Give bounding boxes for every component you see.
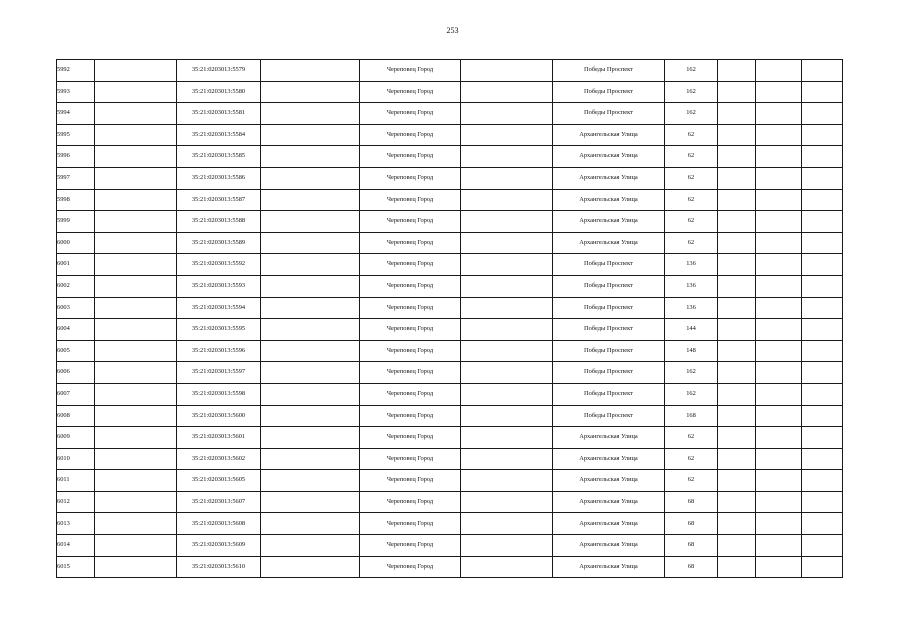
- cadastral-number-cell: 35:21:0203013:5601: [177, 427, 261, 449]
- empty-cell: [756, 189, 802, 211]
- empty-cell: [802, 103, 843, 125]
- empty-cell: [261, 167, 360, 189]
- city-cell: Череповец Город: [360, 470, 461, 492]
- empty-cell: [718, 60, 756, 82]
- empty-cell: [461, 103, 553, 125]
- city-cell: Череповец Город: [360, 81, 461, 103]
- cadastral-number-cell: 35:21:0203013:5600: [177, 405, 261, 427]
- row-number-cell: 6006: [57, 362, 95, 384]
- empty-cell: [756, 167, 802, 189]
- row-number-cell: 6014: [57, 535, 95, 557]
- cadastral-number-cell: 35:21:0203013:5592: [177, 254, 261, 276]
- street-cell: Победы Проспект: [553, 81, 665, 103]
- empty-cell: [261, 146, 360, 168]
- empty-cell: [718, 167, 756, 189]
- house-number-cell: 168: [665, 405, 718, 427]
- row-number-cell: 5992: [57, 60, 95, 82]
- empty-cell: [95, 362, 177, 384]
- empty-cell: [95, 189, 177, 211]
- empty-cell: [461, 556, 553, 578]
- cadastral-number-cell: 35:21:0203013:5594: [177, 297, 261, 319]
- city-cell: Череповец Город: [360, 491, 461, 513]
- street-cell: Архангельская Улица: [553, 535, 665, 557]
- house-number-cell: 144: [665, 319, 718, 341]
- house-number-cell: 148: [665, 340, 718, 362]
- empty-cell: [261, 124, 360, 146]
- row-number-cell: 6008: [57, 405, 95, 427]
- house-number-cell: 62: [665, 124, 718, 146]
- empty-cell: [802, 556, 843, 578]
- empty-cell: [95, 405, 177, 427]
- empty-cell: [718, 124, 756, 146]
- table-row: [57, 189, 843, 211]
- empty-cell: [95, 513, 177, 535]
- empty-cell: [95, 556, 177, 578]
- empty-cell: [718, 383, 756, 405]
- empty-cell: [261, 535, 360, 557]
- street-cell: Архангельская Улица: [553, 513, 665, 535]
- registry-table: [56, 59, 843, 578]
- street-cell: Победы Проспект: [553, 60, 665, 82]
- empty-cell: [718, 535, 756, 557]
- row-number-cell: 6010: [57, 448, 95, 470]
- empty-cell: [802, 470, 843, 492]
- empty-cell: [802, 340, 843, 362]
- row-number-cell: 5995: [57, 124, 95, 146]
- house-number-cell: 62: [665, 470, 718, 492]
- street-cell: Архангельская Улица: [553, 232, 665, 254]
- empty-cell: [261, 405, 360, 427]
- empty-cell: [95, 448, 177, 470]
- city-cell: Череповец Город: [360, 319, 461, 341]
- row-number-cell: 6001: [57, 254, 95, 276]
- empty-cell: [95, 297, 177, 319]
- row-number-cell: 6009: [57, 427, 95, 449]
- cadastral-number-cell: 35:21:0203013:5595: [177, 319, 261, 341]
- empty-cell: [95, 340, 177, 362]
- empty-cell: [95, 254, 177, 276]
- empty-cell: [718, 491, 756, 513]
- street-cell: Архангельская Улица: [553, 556, 665, 578]
- city-cell: Череповец Город: [360, 146, 461, 168]
- city-cell: Череповец Город: [360, 362, 461, 384]
- empty-cell: [461, 340, 553, 362]
- table-row: [57, 211, 843, 233]
- empty-cell: [261, 211, 360, 233]
- street-cell: Победы Проспект: [553, 362, 665, 384]
- empty-cell: [95, 535, 177, 557]
- empty-cell: [261, 556, 360, 578]
- cadastral-number-cell: 35:21:0203013:5587: [177, 189, 261, 211]
- city-cell: Череповец Город: [360, 189, 461, 211]
- empty-cell: [261, 383, 360, 405]
- empty-cell: [261, 254, 360, 276]
- empty-cell: [718, 275, 756, 297]
- house-number-cell: 62: [665, 146, 718, 168]
- empty-cell: [756, 405, 802, 427]
- house-number-cell: 68: [665, 513, 718, 535]
- house-number-cell: 62: [665, 232, 718, 254]
- cadastral-number-cell: 35:21:0203013:5597: [177, 362, 261, 384]
- street-cell: Победы Проспект: [553, 254, 665, 276]
- street-cell: Победы Проспект: [553, 103, 665, 125]
- empty-cell: [261, 232, 360, 254]
- house-number-cell: 162: [665, 60, 718, 82]
- house-number-cell: 136: [665, 275, 718, 297]
- table-row: [57, 60, 843, 82]
- table-row: [57, 319, 843, 341]
- city-cell: Череповец Город: [360, 254, 461, 276]
- empty-cell: [461, 319, 553, 341]
- city-cell: Череповец Город: [360, 405, 461, 427]
- registry-body: [57, 60, 843, 578]
- house-number-cell: 162: [665, 383, 718, 405]
- table-row: [57, 427, 843, 449]
- empty-cell: [461, 254, 553, 276]
- row-number-cell: 6005: [57, 340, 95, 362]
- empty-cell: [718, 254, 756, 276]
- table-row: [57, 362, 843, 384]
- city-cell: Череповец Город: [360, 556, 461, 578]
- empty-cell: [756, 535, 802, 557]
- empty-cell: [461, 189, 553, 211]
- table-row: [57, 340, 843, 362]
- table-row: [57, 297, 843, 319]
- empty-cell: [756, 448, 802, 470]
- street-cell: Архангельская Улица: [553, 167, 665, 189]
- house-number-cell: 68: [665, 491, 718, 513]
- row-number-cell: 6015: [57, 556, 95, 578]
- cadastral-number-cell: 35:21:0203013:5581: [177, 103, 261, 125]
- empty-cell: [261, 340, 360, 362]
- table-row: [57, 254, 843, 276]
- empty-cell: [718, 146, 756, 168]
- empty-cell: [461, 535, 553, 557]
- empty-cell: [461, 448, 553, 470]
- city-cell: Череповец Город: [360, 103, 461, 125]
- row-number-cell: 6011: [57, 470, 95, 492]
- empty-cell: [718, 513, 756, 535]
- empty-cell: [802, 254, 843, 276]
- empty-cell: [756, 383, 802, 405]
- empty-cell: [461, 491, 553, 513]
- table-row: [57, 556, 843, 578]
- house-number-cell: 62: [665, 427, 718, 449]
- empty-cell: [261, 362, 360, 384]
- row-number-cell: 5996: [57, 146, 95, 168]
- empty-cell: [261, 427, 360, 449]
- empty-cell: [802, 427, 843, 449]
- empty-cell: [261, 103, 360, 125]
- empty-cell: [461, 427, 553, 449]
- empty-cell: [261, 513, 360, 535]
- house-number-cell: 62: [665, 211, 718, 233]
- empty-cell: [261, 448, 360, 470]
- page-number: 253: [446, 26, 459, 35]
- street-cell: Архангельская Улица: [553, 189, 665, 211]
- city-cell: Череповец Город: [360, 211, 461, 233]
- empty-cell: [756, 254, 802, 276]
- empty-cell: [261, 319, 360, 341]
- empty-cell: [718, 405, 756, 427]
- city-cell: Череповец Город: [360, 297, 461, 319]
- empty-cell: [802, 81, 843, 103]
- empty-cell: [756, 103, 802, 125]
- table-row: [57, 275, 843, 297]
- empty-cell: [802, 362, 843, 384]
- table-row: [57, 103, 843, 125]
- empty-cell: [756, 556, 802, 578]
- empty-cell: [756, 340, 802, 362]
- city-cell: Череповец Город: [360, 383, 461, 405]
- cadastral-number-cell: 35:21:0203013:5589: [177, 232, 261, 254]
- table-row: [57, 383, 843, 405]
- empty-cell: [95, 81, 177, 103]
- empty-cell: [718, 297, 756, 319]
- city-cell: Череповец Город: [360, 340, 461, 362]
- empty-cell: [461, 232, 553, 254]
- city-cell: Череповец Город: [360, 535, 461, 557]
- empty-cell: [802, 491, 843, 513]
- empty-cell: [756, 211, 802, 233]
- empty-cell: [802, 383, 843, 405]
- empty-cell: [802, 275, 843, 297]
- empty-cell: [802, 146, 843, 168]
- cadastral-number-cell: 35:21:0203013:5579: [177, 60, 261, 82]
- empty-cell: [95, 275, 177, 297]
- empty-cell: [461, 275, 553, 297]
- street-cell: Победы Проспект: [553, 340, 665, 362]
- cadastral-number-cell: 35:21:0203013:5609: [177, 535, 261, 557]
- empty-cell: [461, 211, 553, 233]
- empty-cell: [95, 146, 177, 168]
- house-number-cell: 136: [665, 254, 718, 276]
- empty-cell: [95, 427, 177, 449]
- house-number-cell: 162: [665, 362, 718, 384]
- empty-cell: [718, 340, 756, 362]
- empty-cell: [756, 470, 802, 492]
- empty-cell: [461, 146, 553, 168]
- house-number-cell: 68: [665, 535, 718, 557]
- house-number-cell: 68: [665, 556, 718, 578]
- table-row: [57, 167, 843, 189]
- empty-cell: [802, 232, 843, 254]
- empty-cell: [461, 513, 553, 535]
- street-cell: Архангельская Улица: [553, 427, 665, 449]
- empty-cell: [756, 124, 802, 146]
- empty-cell: [461, 124, 553, 146]
- street-cell: Архангельская Улица: [553, 146, 665, 168]
- table-row: [57, 513, 843, 535]
- city-cell: Череповец Город: [360, 232, 461, 254]
- empty-cell: [95, 491, 177, 513]
- empty-cell: [718, 427, 756, 449]
- street-cell: Победы Проспект: [553, 405, 665, 427]
- empty-cell: [461, 81, 553, 103]
- empty-cell: [461, 60, 553, 82]
- empty-cell: [802, 124, 843, 146]
- empty-cell: [718, 211, 756, 233]
- street-cell: Архангельская Улица: [553, 470, 665, 492]
- empty-cell: [802, 60, 843, 82]
- empty-cell: [718, 448, 756, 470]
- empty-cell: [756, 319, 802, 341]
- city-cell: Череповец Город: [360, 427, 461, 449]
- table-row: [57, 146, 843, 168]
- table-row: [57, 81, 843, 103]
- empty-cell: [756, 427, 802, 449]
- empty-cell: [95, 167, 177, 189]
- empty-cell: [261, 470, 360, 492]
- empty-cell: [802, 189, 843, 211]
- cadastral-number-cell: 35:21:0203013:5584: [177, 124, 261, 146]
- empty-cell: [95, 103, 177, 125]
- row-number-cell: 6012: [57, 491, 95, 513]
- empty-cell: [261, 491, 360, 513]
- cadastral-number-cell: 35:21:0203013:5607: [177, 491, 261, 513]
- empty-cell: [802, 211, 843, 233]
- street-cell: Архангельская Улица: [553, 448, 665, 470]
- cadastral-number-cell: 35:21:0203013:5593: [177, 275, 261, 297]
- empty-cell: [802, 448, 843, 470]
- row-number-cell: 5998: [57, 189, 95, 211]
- row-number-cell: 5997: [57, 167, 95, 189]
- empty-cell: [756, 275, 802, 297]
- empty-cell: [718, 556, 756, 578]
- empty-cell: [261, 297, 360, 319]
- house-number-cell: 62: [665, 189, 718, 211]
- empty-cell: [756, 513, 802, 535]
- row-number-cell: 6003: [57, 297, 95, 319]
- cadastral-number-cell: 35:21:0203013:5586: [177, 167, 261, 189]
- city-cell: Череповец Город: [360, 60, 461, 82]
- empty-cell: [95, 232, 177, 254]
- street-cell: Архангельская Улица: [553, 124, 665, 146]
- empty-cell: [461, 470, 553, 492]
- row-number-cell: 6000: [57, 232, 95, 254]
- empty-cell: [718, 103, 756, 125]
- house-number-cell: 162: [665, 81, 718, 103]
- street-cell: Победы Проспект: [553, 275, 665, 297]
- table-row: [57, 491, 843, 513]
- row-number-cell: 6007: [57, 383, 95, 405]
- empty-cell: [718, 232, 756, 254]
- city-cell: Череповец Город: [360, 448, 461, 470]
- street-cell: Победы Проспект: [553, 319, 665, 341]
- empty-cell: [261, 60, 360, 82]
- cadastral-number-cell: 35:21:0203013:5580: [177, 81, 261, 103]
- row-number-cell: 6002: [57, 275, 95, 297]
- table-row: [57, 535, 843, 557]
- cadastral-number-cell: 35:21:0203013:5605: [177, 470, 261, 492]
- city-cell: Череповец Город: [360, 124, 461, 146]
- empty-cell: [756, 60, 802, 82]
- empty-cell: [756, 362, 802, 384]
- empty-cell: [756, 232, 802, 254]
- row-number-cell: 5999: [57, 211, 95, 233]
- house-number-cell: 62: [665, 167, 718, 189]
- empty-cell: [95, 383, 177, 405]
- empty-cell: [756, 491, 802, 513]
- empty-cell: [461, 383, 553, 405]
- empty-cell: [802, 405, 843, 427]
- empty-cell: [802, 535, 843, 557]
- city-cell: Череповец Город: [360, 167, 461, 189]
- empty-cell: [802, 513, 843, 535]
- row-number-cell: 5993: [57, 81, 95, 103]
- empty-cell: [802, 167, 843, 189]
- street-cell: Победы Проспект: [553, 383, 665, 405]
- empty-cell: [95, 319, 177, 341]
- house-number-cell: 136: [665, 297, 718, 319]
- empty-cell: [461, 167, 553, 189]
- empty-cell: [718, 189, 756, 211]
- empty-cell: [95, 60, 177, 82]
- table-row: [57, 124, 843, 146]
- empty-cell: [718, 319, 756, 341]
- street-cell: Архангельская Улица: [553, 211, 665, 233]
- street-cell: Архангельская Улица: [553, 491, 665, 513]
- city-cell: Череповец Город: [360, 275, 461, 297]
- street-cell: Победы Проспект: [553, 297, 665, 319]
- empty-cell: [461, 297, 553, 319]
- empty-cell: [802, 297, 843, 319]
- empty-cell: [95, 124, 177, 146]
- empty-cell: [718, 362, 756, 384]
- table-row: [57, 405, 843, 427]
- cadastral-number-cell: 35:21:0203013:5610: [177, 556, 261, 578]
- empty-cell: [756, 81, 802, 103]
- house-number-cell: 162: [665, 103, 718, 125]
- cadastral-number-cell: 35:21:0203013:5588: [177, 211, 261, 233]
- empty-cell: [461, 405, 553, 427]
- empty-cell: [95, 211, 177, 233]
- row-number-cell: 6013: [57, 513, 95, 535]
- row-number-cell: 5994: [57, 103, 95, 125]
- empty-cell: [261, 189, 360, 211]
- cadastral-number-cell: 35:21:0203013:5585: [177, 146, 261, 168]
- cadastral-number-cell: 35:21:0203013:5596: [177, 340, 261, 362]
- empty-cell: [756, 297, 802, 319]
- cadastral-number-cell: 35:21:0203013:5602: [177, 448, 261, 470]
- cadastral-number-cell: 35:21:0203013:5598: [177, 383, 261, 405]
- table-row: [57, 232, 843, 254]
- empty-cell: [756, 146, 802, 168]
- house-number-cell: 62: [665, 448, 718, 470]
- table-row: [57, 448, 843, 470]
- empty-cell: [461, 362, 553, 384]
- cadastral-number-cell: 35:21:0203013:5608: [177, 513, 261, 535]
- empty-cell: [95, 470, 177, 492]
- empty-cell: [261, 275, 360, 297]
- empty-cell: [718, 81, 756, 103]
- empty-cell: [718, 470, 756, 492]
- city-cell: Череповец Город: [360, 513, 461, 535]
- row-number-cell: 6004: [57, 319, 95, 341]
- empty-cell: [261, 81, 360, 103]
- empty-cell: [802, 319, 843, 341]
- table-row: [57, 470, 843, 492]
